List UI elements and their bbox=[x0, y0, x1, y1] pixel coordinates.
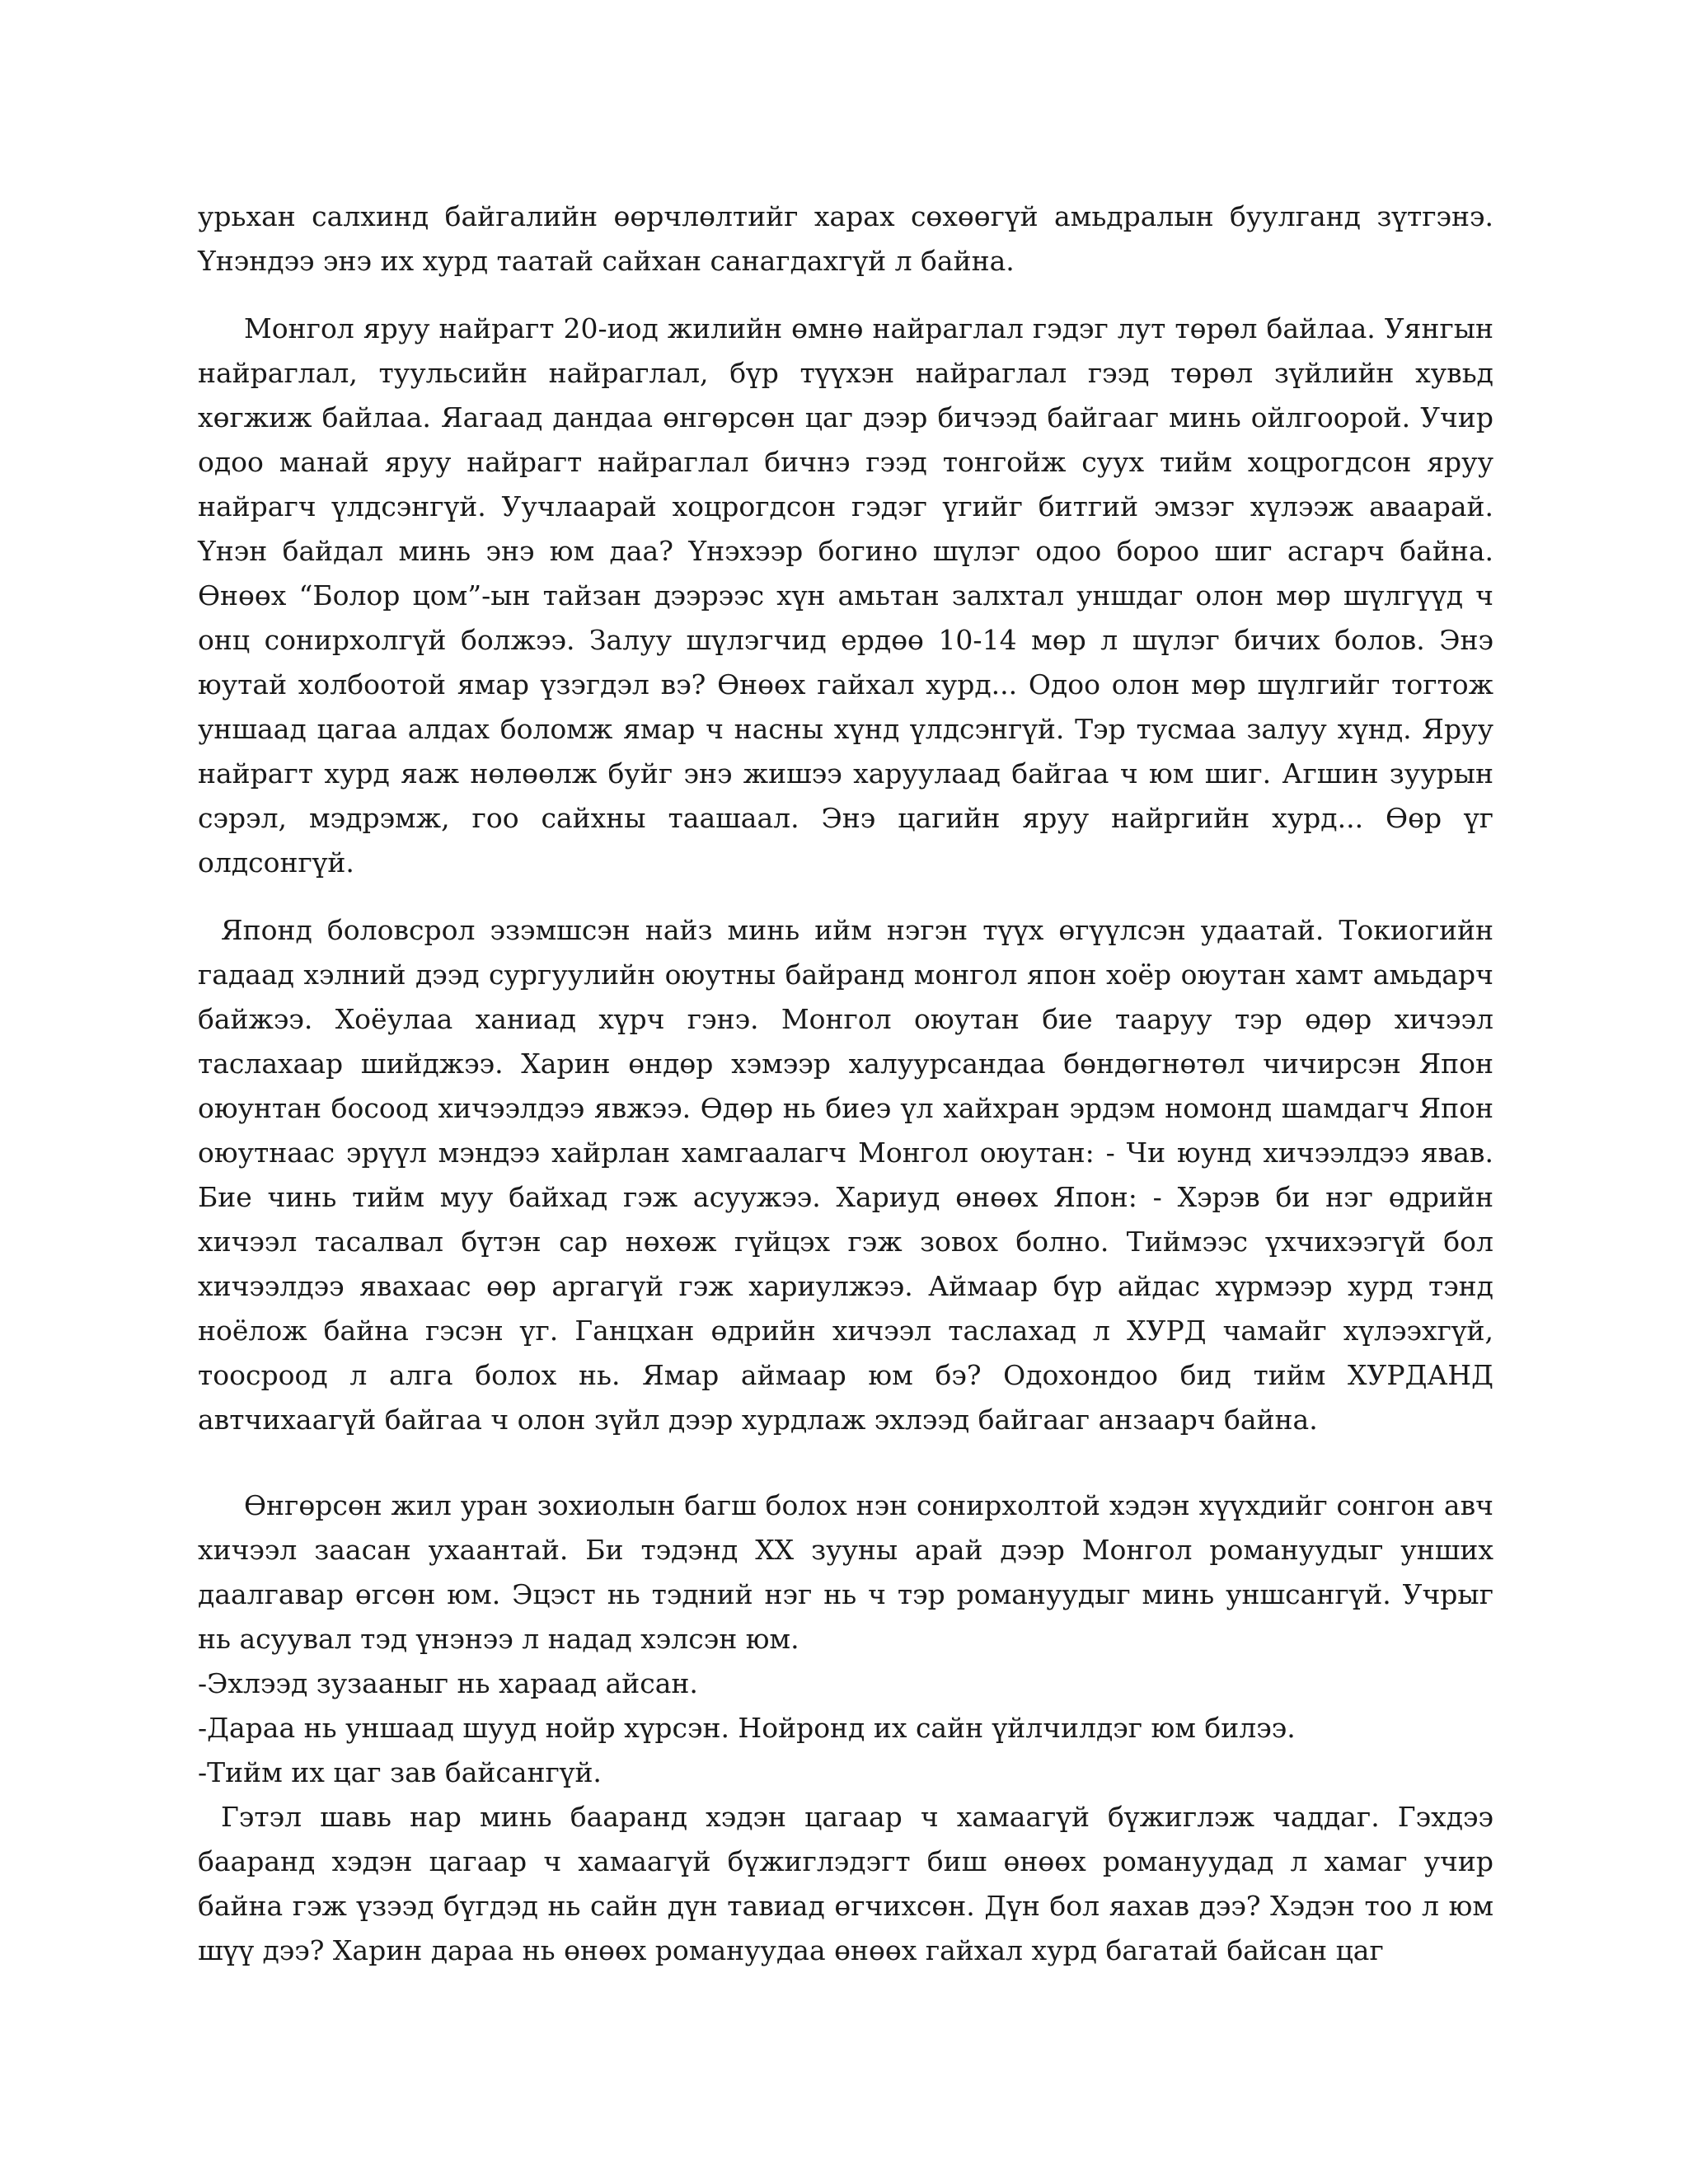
document-body bbox=[198, 194, 1493, 1973]
dash-line-1: -Эхлээд зузааныг нь хараад айсан. bbox=[198, 1667, 698, 1699]
paragraph-4-block bbox=[198, 1483, 1493, 1973]
paragraph-2: Монгол яруу найрагт 20-иод жилийн өмнө найраглал гэдэг лут төрөл байлаа. Уянгын найраглал, туульсийн найраглал, бүр түүхэн найраглал гээд төрөл зүйлийн хувьд хөгжиж байлаа. Яагаад дандаа өнгөрсөн цаг дээр бичээд байгааг минь ойлгоорой. Учир одоо манай яруу найрагт найраглал бичнэ гээд тонгойж суух тийм хоцрогдсон яруу найрагч үлдсэнгүй. Уучлаарай хоцрогдсон гэдэг үгийг битгий эмзэг хүлээж аваарай. Үнэн байдал минь энэ юм даа? Үнэхээр богино шүлэг одоо бороо шиг асгарч байна. Өнөөх “Болор цом”-ын тайзан дээрээс хүн амьтан залхтал уншдаг олон мөр шүлгүүд ч онц сонирхолгүй болжээ. Залуу шүлэгчид ердөө 10-14 мөр л шүлэг бичих болов. Энэ юутай холбоотой ямар үзэгдэл вэ? Өнөөх гайхал хурд... Одоо олон мөр шүлгийг тогтож уншаад цагаа алдах боломж ямар ч насны хүнд үлдсэнгүй. Тэр тусмаа залуу хүнд. Яруу найрагт хурд яаж нөлөөлж буйг энэ жишээ харуулаад байгаа ч юм шиг. Агшин зуурын сэрэл, мэдрэмж, гоо сайхны таашаал. Энэ цагийн яруу найргийн хурд... Өөр үг олдсонгүй. bbox=[198, 312, 1493, 879]
paragraph-4: Өнгөрсөн жил уран зохиолын багш болох нэн сонирхолтой хэдэн хүүхдийг сонгон авч хичээл заасан ухаантай. Би тэдэнд XX зууны арай дээр Монгол романуудыг унших даалгавар өгсөн юм. Эцэст нь тэдний нэг нь ч тэр романуудыг минь уншсангүй. Учрыг нь асуувал тэд үнэнээ л надад хэлсэн юм. bbox=[198, 1489, 1493, 1655]
paragraph-1: урьхан салхинд байгалийн өөрчлөлтийг харах сөхөөгүй амьдралын буулганд зүтгэнэ. Үнэндээ энэ их хурд таатай сайхан санагдахгүй л байна. bbox=[198, 200, 1493, 277]
closing-paragraph: Гэтэл шавь нар минь баарaнд хэдэн цагаар ч хамаагүй бүжиглэж чаддаг. Гэхдээ баарaнд хэдэн цагаар ч хамаагүй бүжиглэдэгт биш өнөөх романуудад л хамаг учир байна гэж үзээд бүгдэд нь сайн дүн тавиад өгчихсөн. Дүн бол яахав дээ? Хэдэн тоо л юм шүү дээ? Харин дараа нь өнөөх романуудаа өнөөх гайхал хурд багатай байсан цаг bbox=[198, 1801, 1493, 1966]
dash-line-3: -Тийм их цаг зав байсангүй. bbox=[198, 1756, 602, 1788]
paragraph-3: Японд боловсрол эзэмшсэн найз минь ийм нэгэн түүх өгүүлсэн удаатай. Токиогийн гадаад хэлний дээд сургуулийн оюутны байранд монгол япон хоёр оюутан хамт амьдарч байжээ. Хоёулаа ханиад хүрч гэнэ. Монгол оюутан бие тааруу тэр өдөр хичээл таслахаар шийджээ. Харин өндөр хэмээр халуурсандаа бөндөгнөтөл чичирсэн Япон оюунтан босоод хичээлдээ явжээ. Өдөр нь биеэ үл хайхран эрдэм номонд шамдагч Япон оюутнаас эрүүл мэндээ хайрлан хамгаалагч Монгол оюутан: - Чи юунд хичээлдээ явав. Бие чинь тийм муу байхад гэж асуужээ. Хариуд өнөөх Япон: - Хэрэв би нэг өдрийн хичээл тасалвал бүтэн сар нөхөж гүйцэх гэж зовох болно. Тиймээс үхчихээгүй бол хичээлдээ явахаас өөр аргагүй гэж хариулжээ. Аймаар бүр айдас хүрмээр хурд тэнд ноёлож байна гэсэн үг. Ганцхан өдрийн хичээл таслахад л ХУРД чамайг хүлээхгүй, тоосроод л алга болох нь. Ямар аймаар юм бэ? Одохондоо бид тийм ХУРДАНД автчихаагүй байгаа ч олон зүйл дээр хурдлаж эхлээд байгааг анзаарч байна. bbox=[198, 914, 1493, 1436]
dash-line-2: -Дараа нь уншаад шууд нойр хүрсэн. Нойронд их сайн үйлчилдэг юм билээ. bbox=[198, 1712, 1296, 1744]
